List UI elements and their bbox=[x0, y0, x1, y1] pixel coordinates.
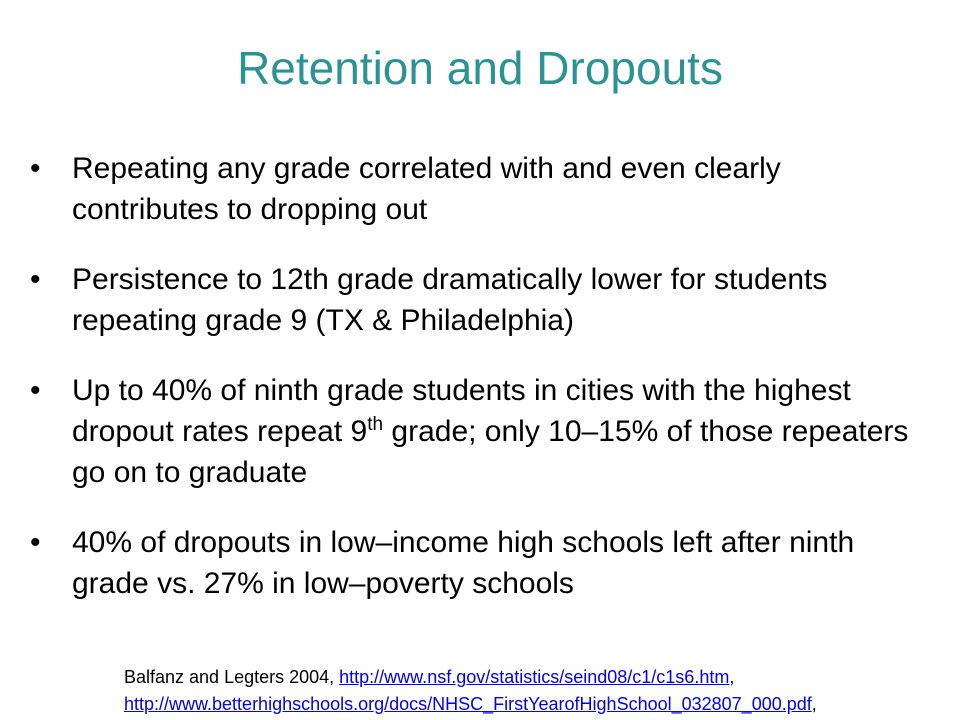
bullet-text-part: grade; only 10–15% of those repeaters go on to graduate bbox=[72, 415, 909, 489]
bullet-item bbox=[28, 148, 928, 230]
bullet-marker: • bbox=[30, 374, 41, 407]
bullet-marker: • bbox=[30, 152, 41, 185]
bullet-text: 40% of dropouts in low–income high schools left after ninth grade vs. 27% in low–poverty schools bbox=[72, 526, 855, 600]
citation-line-1 bbox=[124, 664, 954, 691]
bullet-marker: • bbox=[30, 526, 41, 559]
slide-title: Retention and Dropouts bbox=[237, 42, 723, 94]
citation-separator: , bbox=[811, 694, 817, 714]
citation-prefix: Balfanz and Legters 2004, bbox=[124, 667, 340, 687]
bullet-text: Repeating any grade correlated with and even clearly contributes to dropping out bbox=[72, 152, 781, 226]
citation-link-betterhighschools[interactable]: http://www.betterhighschools.org/docs/NHSC_FirstYearofHighSchool_032807_000.pdf bbox=[124, 694, 812, 714]
citation-link-nsf[interactable]: http://www.nsf.gov/statistics/seind08/c1/c1s6.htm bbox=[339, 667, 730, 687]
citation-line-2 bbox=[124, 691, 954, 718]
bullet-superscript: th bbox=[367, 414, 384, 435]
bullet-item bbox=[28, 259, 928, 341]
bullet-marker: • bbox=[30, 263, 41, 296]
citation-separator: , bbox=[729, 667, 735, 687]
bullet-text-part: Up to 40% of ninth grade students in cities with the highest dropout rates repeat 9 bbox=[72, 374, 851, 448]
bullet-list bbox=[28, 148, 928, 633]
citation bbox=[124, 664, 954, 718]
bullet-text: Persistence to 12th grade dramatically lower for students repeating grade 9 (TX & Philadelphia) bbox=[72, 263, 828, 337]
bullet-item bbox=[28, 522, 928, 604]
bullet-item bbox=[28, 370, 928, 493]
